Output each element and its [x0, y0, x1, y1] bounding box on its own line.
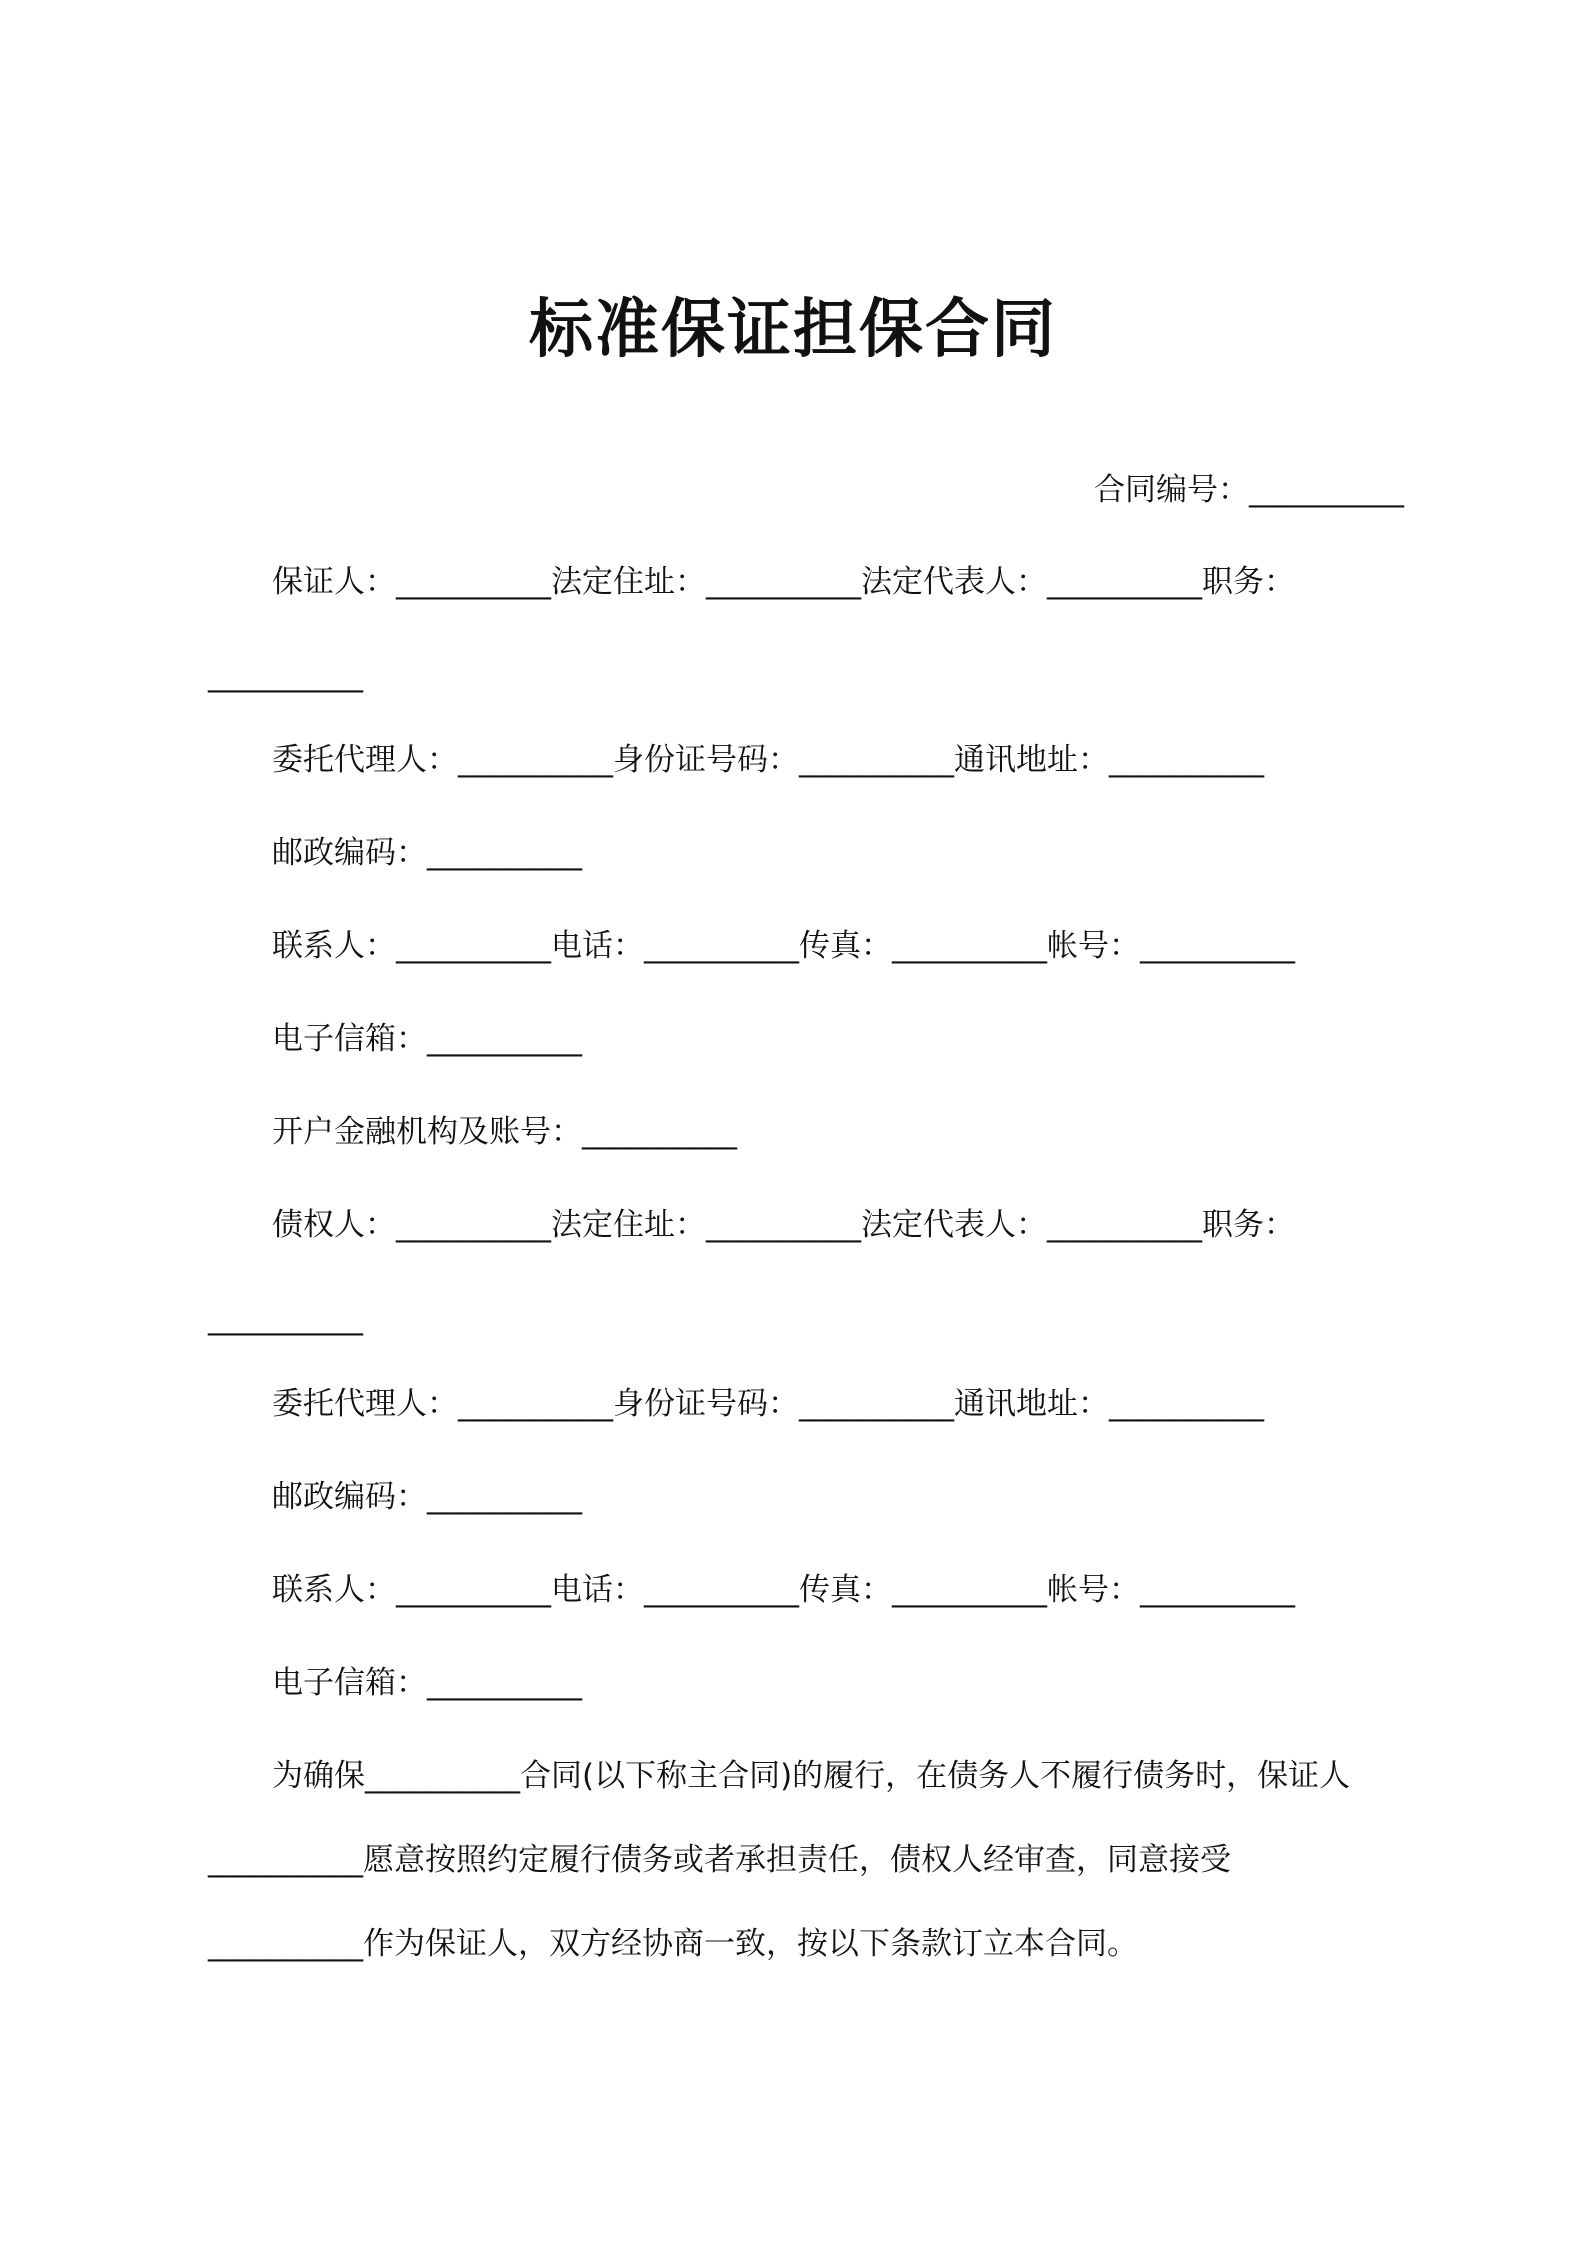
creditor-postcode-line: 邮政编码：__________ [272, 1479, 582, 1515]
guarantor-agent-line: 委托代理人：__________身份证号码：__________通讯地址：__________ [272, 742, 1264, 778]
creditor-email-line: 电子信箱：__________ [272, 1665, 582, 1701]
preamble-line-3: __________作为保证人，双方经协商一致，按以下条款订立本合同。 [208, 1926, 1138, 1962]
guarantor-email-line: 电子信箱：__________ [272, 1021, 582, 1057]
document-title: 标准保证担保合同 [529, 293, 1057, 367]
creditor-position-blank: __________ [208, 1300, 363, 1336]
guarantor-contact-line: 联系人：__________电话：__________传真：__________帐号：__________ [272, 928, 1295, 964]
guarantor-postcode-line: 邮政编码：__________ [272, 835, 582, 871]
preamble-line-2: __________愿意按照约定履行债务或者承担责任，债权人经审查，同意接受 [208, 1842, 1231, 1878]
creditor-info-line: 债权人：__________法定住址：__________法定代表人：__________职务： [272, 1207, 1295, 1243]
creditor-agent-line: 委托代理人：__________身份证号码：__________通讯地址：__________ [272, 1386, 1264, 1422]
creditor-contact-line: 联系人：__________电话：__________传真：__________帐号：__________ [272, 1572, 1295, 1608]
preamble-line-1: 为确保__________合同(以下称主合同)的履行，在债务人不履行债务时，保证人 [272, 1758, 1351, 1794]
contract-number: 合同编号：__________ [1094, 472, 1404, 508]
guarantor-bank-line: 开户金融机构及账号：__________ [272, 1114, 737, 1150]
guarantor-position-blank: __________ [208, 657, 363, 693]
guarantor-info-line: 保证人：__________法定住址：__________法定代表人：__________职务： [272, 564, 1295, 600]
